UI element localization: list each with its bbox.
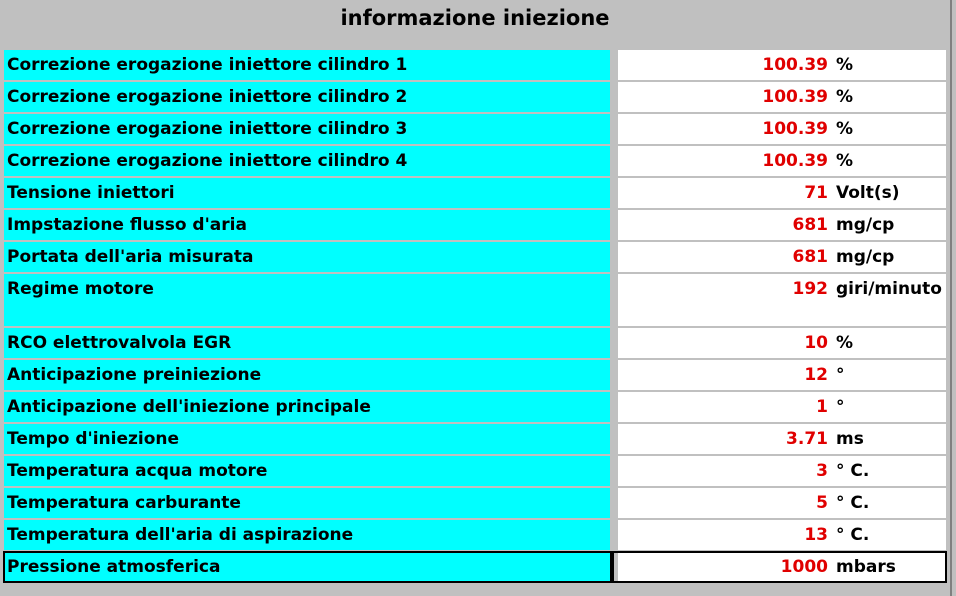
table-row[interactable] bbox=[4, 328, 946, 358]
parameter-label: Correzione erogazione iniettore cilindro 4 bbox=[4, 146, 614, 176]
value-cell bbox=[618, 520, 946, 550]
parameter-unit: mg/cp bbox=[836, 247, 895, 267]
value-cell bbox=[618, 50, 946, 80]
parameter-value: 3.71 bbox=[786, 429, 828, 449]
table-row[interactable] bbox=[4, 456, 946, 486]
parameter-unit: % bbox=[836, 55, 854, 75]
parameter-label: Temperatura acqua motore bbox=[4, 456, 614, 486]
parameter-unit: giri/minuto bbox=[836, 279, 942, 299]
parameter-value: 192 bbox=[792, 279, 828, 299]
parameter-value: 12 bbox=[804, 365, 828, 385]
parameter-unit: ° bbox=[836, 397, 845, 417]
parameter-value: 100.39 bbox=[762, 119, 828, 139]
table-row[interactable] bbox=[4, 520, 946, 550]
window-border bbox=[950, 0, 952, 596]
parameter-label: Correzione erogazione iniettore cilindro 2 bbox=[4, 82, 614, 112]
window-title: informazione iniezione bbox=[340, 6, 610, 30]
value-cell bbox=[618, 328, 946, 358]
parameter-label: Portata dell'aria misurata bbox=[4, 242, 614, 272]
table-row[interactable] bbox=[4, 424, 946, 454]
table-row[interactable] bbox=[4, 50, 946, 80]
table-row[interactable] bbox=[4, 210, 946, 240]
value-cell bbox=[618, 456, 946, 486]
value-cell bbox=[618, 392, 946, 422]
parameter-value: 100.39 bbox=[762, 87, 828, 107]
parameter-label: Impstazione flusso d'aria bbox=[4, 210, 614, 240]
parameter-value: 3 bbox=[816, 461, 828, 481]
parameter-unit: mbars bbox=[836, 557, 896, 577]
parameter-value: 100.39 bbox=[762, 151, 828, 171]
parameter-label: Tensione iniettori bbox=[4, 178, 614, 208]
value-cell bbox=[618, 82, 946, 112]
value-cell bbox=[618, 210, 946, 240]
table-row[interactable] bbox=[4, 114, 946, 144]
value-cell bbox=[618, 360, 946, 390]
parameter-value: 10 bbox=[804, 333, 828, 353]
parameter-unit: % bbox=[836, 119, 854, 139]
parameter-label: Correzione erogazione iniettore cilindro 3 bbox=[4, 114, 614, 144]
parameter-label: Temperatura dell'aria di aspirazione bbox=[4, 520, 614, 550]
table-row[interactable] bbox=[4, 146, 946, 176]
parameter-unit: mg/cp bbox=[836, 215, 895, 235]
table-row[interactable] bbox=[4, 392, 946, 422]
value-cell bbox=[618, 424, 946, 454]
parameter-value: 100.39 bbox=[762, 55, 828, 75]
value-cell bbox=[618, 178, 946, 208]
parameter-unit: % bbox=[836, 151, 854, 171]
parameter-label: Tempo d'iniezione bbox=[4, 424, 614, 454]
parameter-value: 5 bbox=[816, 493, 828, 513]
parameter-unit: % bbox=[836, 333, 854, 353]
parameter-unit: % bbox=[836, 87, 854, 107]
parameter-label: Temperatura carburante bbox=[4, 488, 614, 518]
table-row[interactable] bbox=[4, 360, 946, 390]
parameter-unit: ° C. bbox=[836, 525, 870, 545]
parameter-table bbox=[4, 50, 946, 584]
value-cell bbox=[618, 274, 946, 326]
parameter-value: 13 bbox=[804, 525, 828, 545]
parameter-label: Anticipazione dell'iniezione principale bbox=[4, 392, 614, 422]
table-row[interactable] bbox=[4, 178, 946, 208]
parameter-label: RCO elettrovalvola EGR bbox=[4, 328, 614, 358]
parameter-label: Anticipazione preiniezione bbox=[4, 360, 614, 390]
table-row[interactable] bbox=[4, 274, 946, 326]
parameter-label: Regime motore bbox=[4, 274, 614, 326]
value-cell bbox=[618, 552, 946, 582]
table-row-selected[interactable] bbox=[4, 552, 946, 582]
value-cell bbox=[618, 146, 946, 176]
parameter-value: 71 bbox=[804, 183, 828, 203]
parameter-value: 681 bbox=[792, 215, 828, 235]
parameter-label: Correzione erogazione iniettore cilindro 1 bbox=[4, 50, 614, 80]
parameter-label: Pressione atmosferica bbox=[4, 552, 614, 582]
value-cell bbox=[618, 488, 946, 518]
table-row[interactable] bbox=[4, 242, 946, 272]
value-cell bbox=[618, 114, 946, 144]
parameter-value: 1000 bbox=[780, 557, 828, 577]
table-row[interactable] bbox=[4, 82, 946, 112]
parameter-unit: Volt(s) bbox=[836, 183, 900, 203]
value-cell bbox=[618, 242, 946, 272]
parameter-unit: ° bbox=[836, 365, 845, 385]
parameter-value: 681 bbox=[792, 247, 828, 267]
table-row[interactable] bbox=[4, 488, 946, 518]
parameter-unit: ms bbox=[836, 429, 864, 449]
parameter-unit: ° C. bbox=[836, 493, 870, 513]
parameter-value: 1 bbox=[816, 397, 828, 417]
parameter-unit: ° C. bbox=[836, 461, 870, 481]
